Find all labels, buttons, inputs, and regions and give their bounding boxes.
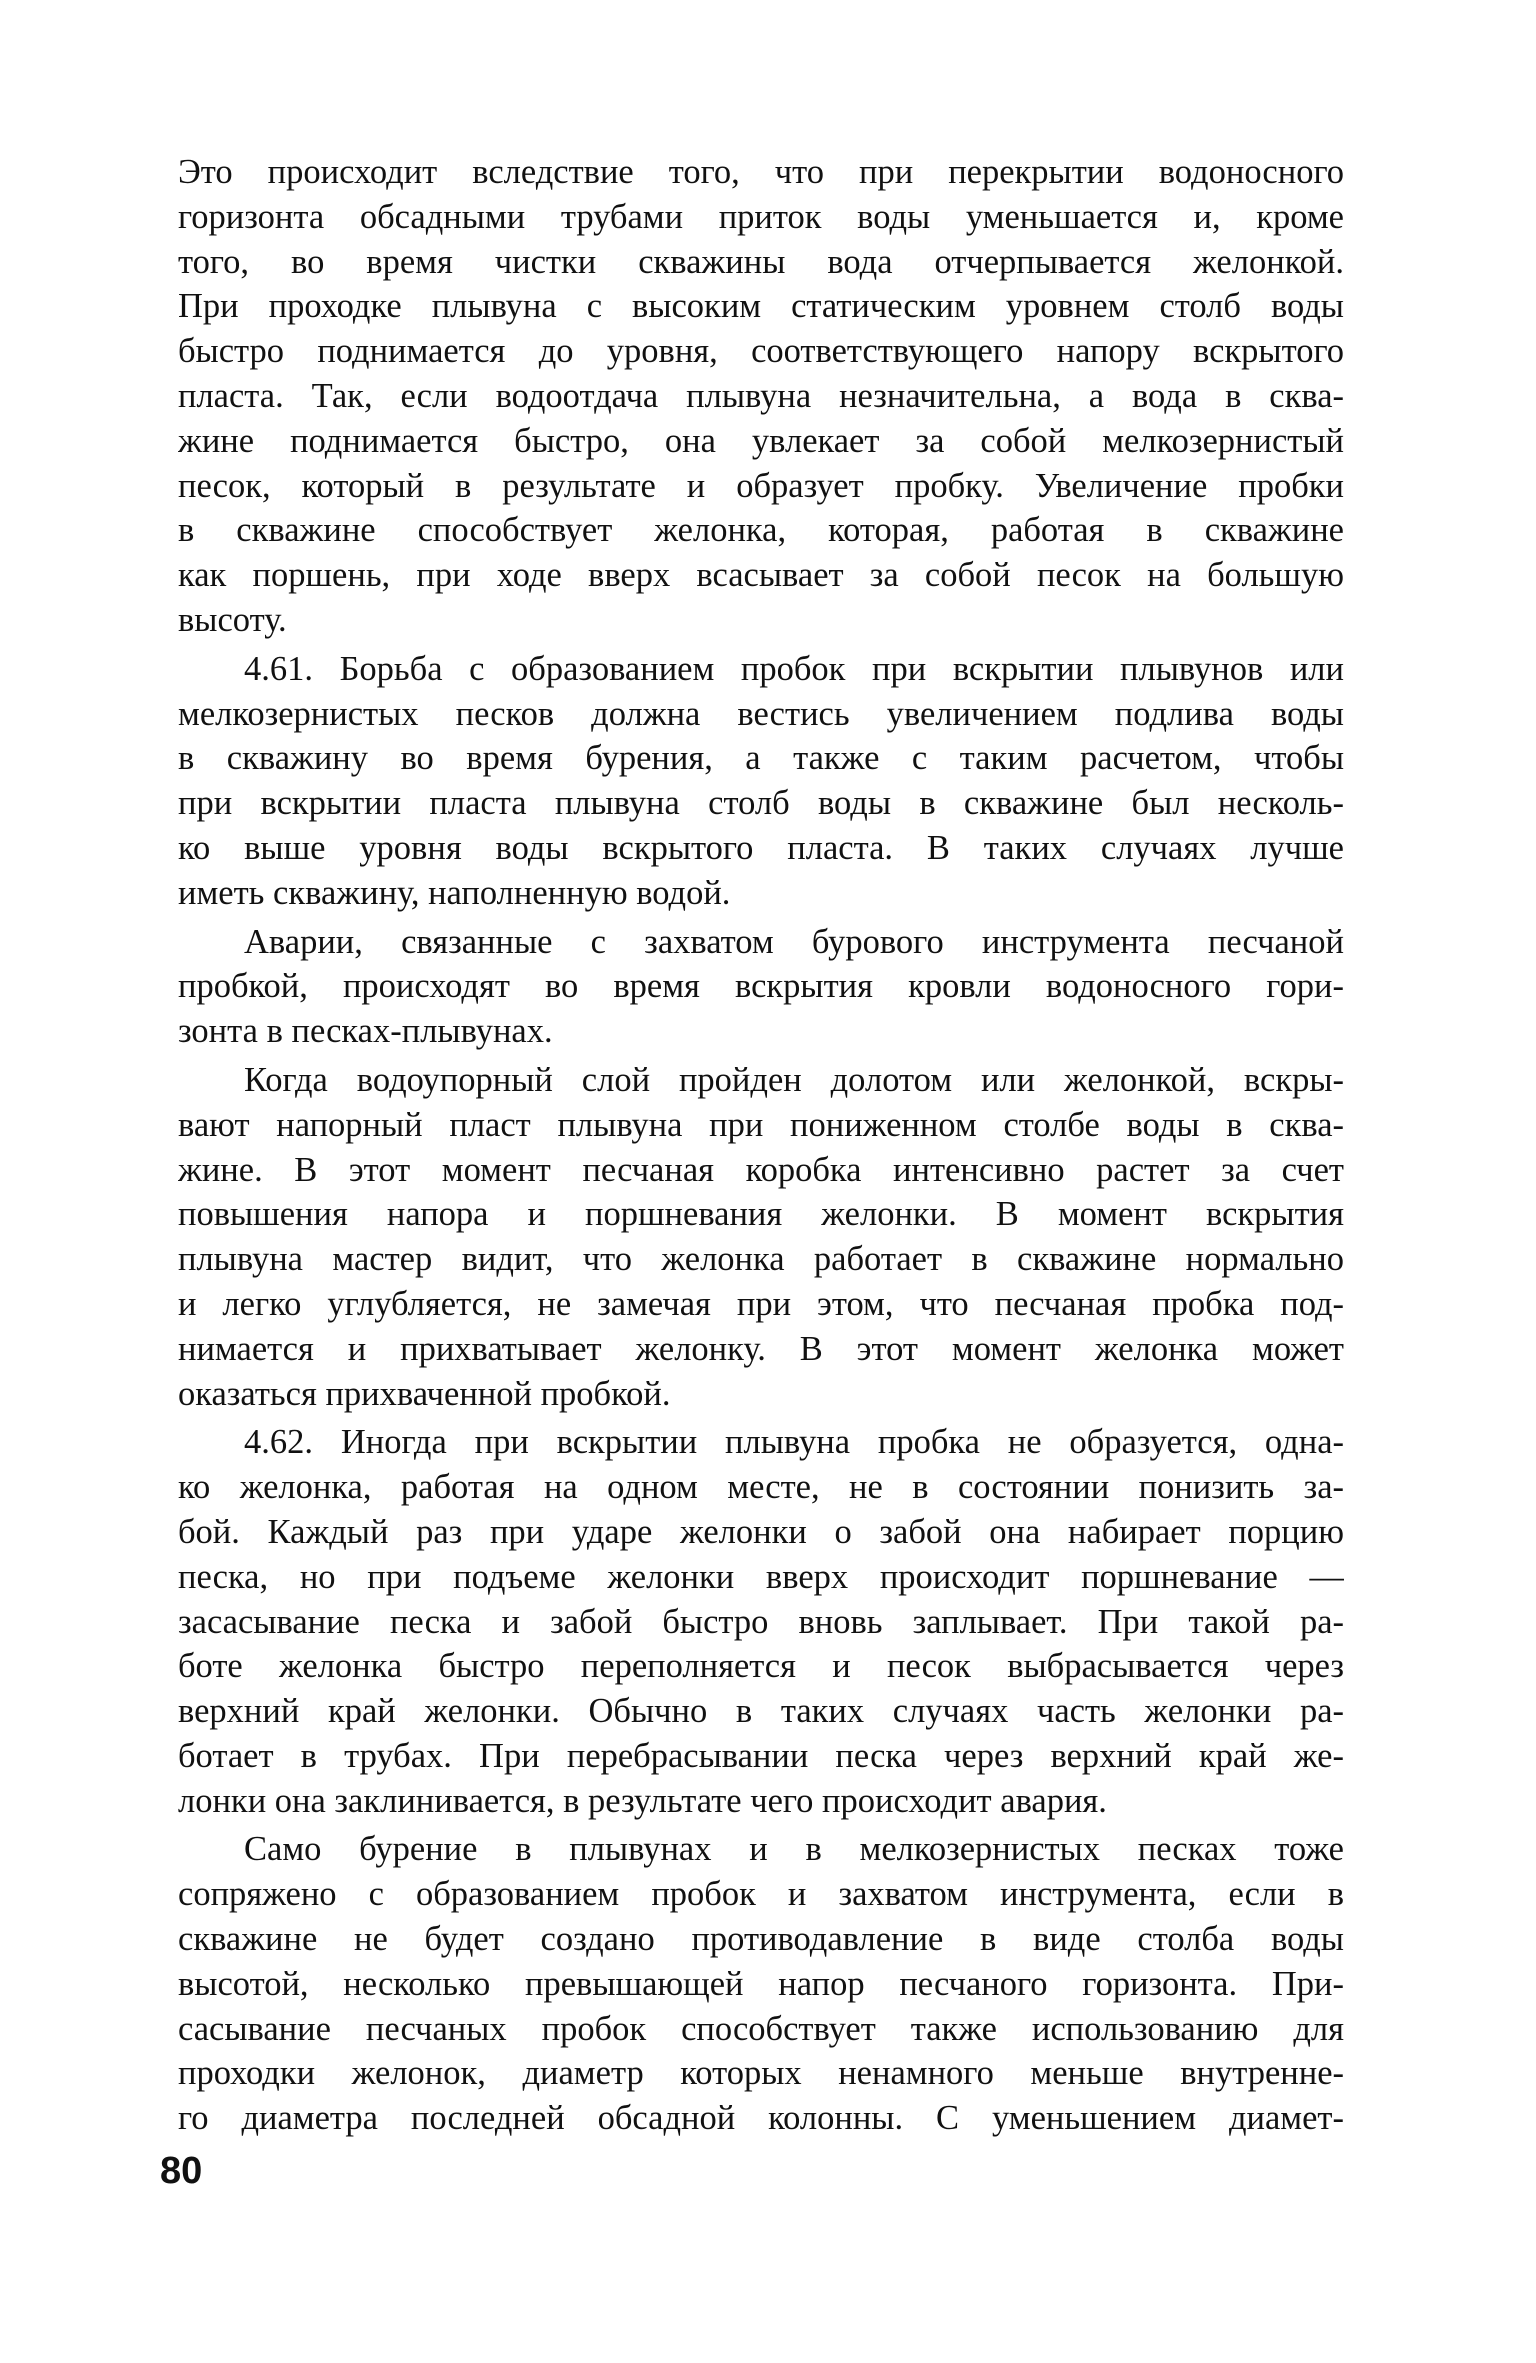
text-line: 4.62. Иногда при вскрытии плывуна пробка не образуется, одна- bbox=[244, 1423, 1344, 1462]
text-line: скважине не будет создано противодавление в виде столба воды bbox=[178, 1920, 1344, 1959]
text-line: При проходке плывуна с высоким статическим уровнем столб воды bbox=[178, 287, 1344, 326]
page-number: 80 bbox=[160, 2150, 203, 2192]
text-line: бой. Каждый раз при ударе желонки о забой она набирает порцию bbox=[178, 1512, 1344, 1551]
text-line: засасывание песка и забой быстро вновь заплывает. При такой ра- bbox=[178, 1602, 1344, 1641]
text-line: Когда водоупорный слой пройден долотом или желонкой, вскры- bbox=[244, 1060, 1344, 1099]
text-line: в скважину во время бурения, а также с таким расчетом, чтобы bbox=[178, 739, 1344, 778]
text-line: сопряжено с образованием пробок и захватом инструмента, если в bbox=[178, 1875, 1344, 1914]
text-line: песок, который в результате и образует пробку. Увеличение пробки bbox=[178, 466, 1344, 505]
text-line: оказаться прихваченной пробкой. bbox=[178, 1374, 671, 1413]
text-line: того, во время чистки скважины вода отчерпывается желонкой. bbox=[178, 242, 1344, 281]
text-line: быстро поднимается до уровня, соответствующего напору вскрытого bbox=[178, 332, 1344, 371]
page-body bbox=[178, 150, 1344, 2141]
text-line: проходки желонок, диаметр которых ненамного меньше внутренне- bbox=[178, 2054, 1344, 2093]
text-line: ко выше уровня воды вскрытого пласта. В таких случаях лучше bbox=[178, 828, 1344, 867]
text-line: пробкой, происходят во время вскрытия кровли водоносного гори- bbox=[178, 967, 1344, 1006]
text-line: горизонта обсадными трубами приток воды уменьшается и, кроме bbox=[178, 197, 1344, 236]
text-line: зонта в песках-плывунах. bbox=[178, 1012, 553, 1051]
text-line: нимается и прихватывает желонку. В этот момент желонка может bbox=[178, 1329, 1344, 1368]
text-line: сасывание песчаных пробок способствует также использованию для bbox=[178, 2009, 1344, 2048]
text-line: как поршень, при ходе вверх всасывает за собой песок на большую bbox=[178, 556, 1344, 595]
text-line: мелкозернистых песков должна вестись увеличением подлива воды bbox=[178, 694, 1344, 733]
text-line: при вскрытии пласта плывуна столб воды в скважине был несколь- bbox=[178, 784, 1344, 823]
text-line: иметь скважину, наполненную водой. bbox=[178, 873, 731, 912]
text-line: Аварии, связанные с захватом бурового инструмента песчаной bbox=[244, 922, 1344, 961]
text-line: и легко углубляется, не замечая при этом, что песчаная пробка под- bbox=[178, 1284, 1344, 1323]
text-line: плывуна мастер видит, что желонка работает в скважине нормально bbox=[178, 1240, 1344, 1279]
text-line: жине. В этот момент песчаная коробка интенсивно растет за счет bbox=[178, 1150, 1344, 1189]
text-line: ботает в трубах. При перебрасывании песка через верхний край же- bbox=[178, 1736, 1344, 1775]
text-line: Это происходит вследствие того, что при перекрытии водоносного bbox=[178, 153, 1344, 191]
text-line: го диаметра последней обсадной колонны. С уменьшением диамет- bbox=[178, 2099, 1344, 2138]
text-line: верхний край желонки. Обычно в таких случаях часть желонки ра- bbox=[178, 1692, 1344, 1731]
text-line: высоту. bbox=[178, 600, 287, 639]
text-line: лонки она заклинивается, в результате чего происходит авария. bbox=[178, 1781, 1107, 1820]
text-line: в скважине способствует желонка, которая, работая в скважине bbox=[178, 511, 1344, 550]
text-line: вают напорный пласт плывуна при пониженном столбе воды в сква- bbox=[178, 1105, 1344, 1144]
text-line: пласта. Так, если водоотдача плывуна незначительна, а вода в сква- bbox=[178, 376, 1344, 415]
text-line: Само бурение в плывунах и в мелкозернистых песках тоже bbox=[244, 1830, 1344, 1869]
text-line: повышения напора и поршневания желонки. В момент вскрытия bbox=[178, 1195, 1344, 1234]
text-line: боте желонка быстро переполняется и песок выбрасывается через bbox=[178, 1647, 1344, 1686]
text-line: 4.61. Борьба с образованием пробок при вскрытии плывунов или bbox=[244, 649, 1344, 688]
text-line: песка, но при подъеме желонки вверх происходит поршневание — bbox=[178, 1557, 1344, 1596]
text-line: высотой, несколько превышающей напор песчаного горизонта. При- bbox=[178, 1964, 1344, 2003]
text-line: жине поднимается быстро, она увлекает за собой мелкозернистый bbox=[178, 421, 1344, 460]
text-line: ко желонка, работая на одном месте, не в состоянии понизить за- bbox=[178, 1468, 1344, 1507]
